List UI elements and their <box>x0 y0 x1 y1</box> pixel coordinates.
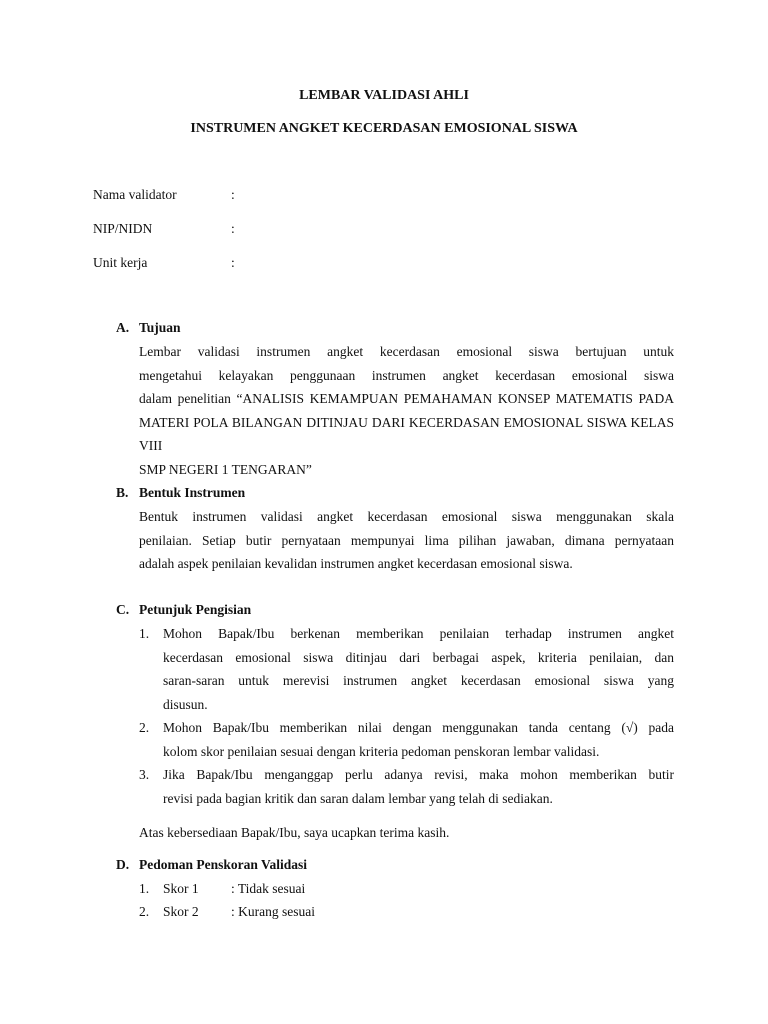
document-subtitle: INSTRUMEN ANGKET KECERDASAN EMOSIONAL SISWA <box>190 121 578 136</box>
document-title: LEMBAR VALIDASI AHLI <box>299 88 469 103</box>
score-item-number: 2. <box>139 904 150 919</box>
list-item <box>163 763 674 810</box>
text-line: Lembar validasi instrumen angket kecerdasan emosional siswa bertujuan untuk <box>139 344 674 359</box>
score-item-value: : Kurang sesuai <box>231 904 315 919</box>
text-line: Mohon Bapak/Ibu berkenan memberikan penilaian terhadap instrumen angket <box>163 626 674 641</box>
score-item-value: : Tidak sesuai <box>231 881 306 896</box>
text-line: disusun. <box>163 696 208 712</box>
field-colon-validator-name: : <box>231 187 235 202</box>
text-line: MATERI POLA BILANGAN DITINJAU DARI KECERDASAN EMOSIONAL SISWA KELAS VIII <box>139 414 674 453</box>
score-item-number: 1. <box>139 881 150 896</box>
list-item-number: 3. <box>139 767 150 782</box>
field-label-nip: NIP/NIDN <box>93 221 153 236</box>
list-item-number: 2. <box>139 720 150 735</box>
field-label-validator-name: Nama validator <box>93 187 177 202</box>
score-item-label: Skor 1 <box>163 881 199 896</box>
text-line: dalam penelitian “ANALISIS KEMAMPUAN PEMAHAMAN KONSEP MATEMATIS PADA <box>139 391 674 406</box>
text-line: Atas kebersediaan Bapak/Ibu, saya ucapkan terima kasih. <box>139 825 450 840</box>
section-d-title: Pedoman Penskoran Validasi <box>139 857 308 872</box>
text-line: revisi pada bagian kritik dan saran dalam lembar yang telah di sediakan. <box>163 790 553 806</box>
field-colon-work-unit: : <box>231 255 235 270</box>
text-line: Jika Bapak/Ibu menganggap perlu adanya revisi, maka mohon memberikan butir <box>163 767 674 782</box>
section-a-letter: A. <box>116 320 130 335</box>
field-colon-nip: : <box>231 221 235 236</box>
score-item-label: Skor 2 <box>163 904 199 919</box>
section-a-paragraph <box>139 340 674 481</box>
text-line: mengetahui kelayakan penggunaan instrumen angket kecerdasan emosional siswa <box>139 367 674 383</box>
field-label-work-unit: Unit kerja <box>93 255 148 270</box>
text-line: saran-saran untuk merevisi instrumen angket kecerdasan emosional siswa yang <box>163 673 674 688</box>
text-line: SMP NEGERI 1 TENGARAN” <box>139 461 312 477</box>
text-line: penilaian. Setiap butir pernyataan mempunyai lima pilihan jawaban, dimana pernyataan <box>139 532 674 548</box>
text-line: kecerdasan emosional siswa ditinjau dari berbagai aspek, kriteria penilaian, dan <box>163 649 674 665</box>
section-b-letter: B. <box>116 485 129 500</box>
text-line: Bentuk instrumen validasi angket kecerdasan emosional siswa menggunakan skala <box>139 509 674 524</box>
text-line: adalah aspek penilaian kevalidan instrumen angket kecerdasan emosional siswa. <box>139 556 573 571</box>
section-c-letter: C. <box>116 602 130 617</box>
text-line: kolom skor penilaian sesuai dengan kriteria pedoman penskoran lembar validasi. <box>163 743 600 759</box>
section-b-paragraph <box>139 505 674 576</box>
section-b-title: Bentuk Instrumen <box>139 485 246 500</box>
list-item <box>163 716 674 763</box>
closing-text <box>139 821 674 845</box>
section-c-title: Petunjuk Pengisian <box>139 602 252 617</box>
list-item-number: 1. <box>139 626 150 641</box>
section-d-letter: D. <box>116 857 130 872</box>
text-line: Mohon Bapak/Ibu memberikan nilai dengan menggunakan tanda centang (√) pada <box>163 720 674 735</box>
list-item <box>163 622 674 716</box>
section-a-title: Tujuan <box>139 320 181 335</box>
